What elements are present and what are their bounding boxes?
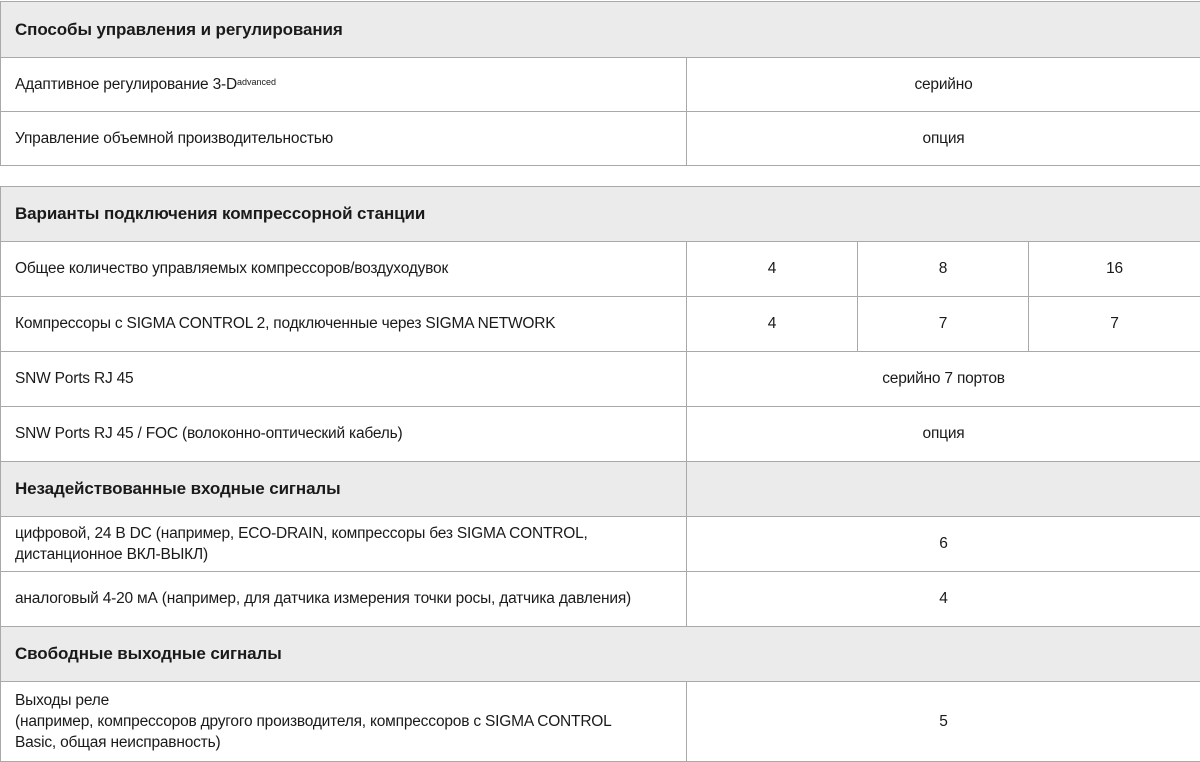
row-value: опция <box>687 407 1200 462</box>
table-row <box>1 242 1200 297</box>
row-label: SNW Ports RJ 45 / FOC (волоконно-оптический кабель) <box>1 407 687 462</box>
row-value: 8 <box>858 242 1029 297</box>
row-label-line: дистанционное ВКЛ-ВЫКЛ) <box>15 546 208 563</box>
table-row <box>1 682 1200 762</box>
row-value: 4 <box>687 297 858 352</box>
row-label: Общее количество управляемых компрессоров/воздуходувок <box>1 242 687 297</box>
section-title-connection-variants: Варианты подключения компрессорной станции <box>1 187 1200 242</box>
row-label-line: Basic, общая неисправность) <box>15 734 221 751</box>
table-row <box>1 352 1200 407</box>
section-title-free-outputs: Свободные выходные сигналы <box>1 627 1200 682</box>
table-row <box>1 58 1200 112</box>
row-label-line: Выходы реле <box>15 692 110 709</box>
row-label-text: Адаптивное регулирование 3-D <box>15 75 237 93</box>
row-label-superscript: advanced <box>236 76 276 87</box>
section-title-unused-inputs: Незадействованные входные сигналы <box>1 462 687 517</box>
row-value: 16 <box>1029 242 1200 297</box>
row-value: серийно 7 портов <box>687 352 1200 407</box>
table-row <box>1 572 1200 627</box>
table-row <box>1 112 1200 166</box>
row-value: 6 <box>687 517 1200 572</box>
table-row <box>1 297 1200 352</box>
empty-header-cell <box>687 462 1200 517</box>
section-title-control-methods: Способы управления и регулирования <box>1 2 1200 58</box>
control-methods-table <box>0 1 1200 166</box>
table-header-row <box>1 187 1200 242</box>
row-label <box>1 682 687 762</box>
table-row <box>1 517 1200 572</box>
row-label <box>1 517 687 572</box>
row-value: опция <box>687 112 1200 166</box>
row-label: Компрессоры с SIGMA CONTROL 2, подключенные через SIGMA NETWORK <box>1 297 687 352</box>
row-label <box>1 58 687 112</box>
row-value: 7 <box>858 297 1029 352</box>
row-label: SNW Ports RJ 45 <box>1 352 687 407</box>
row-value: 7 <box>1029 297 1200 352</box>
row-value: серийно <box>687 58 1200 112</box>
row-value: 4 <box>687 242 858 297</box>
row-label: аналоговый 4-20 мА (например, для датчика измерения точки росы, датчика давления) <box>1 572 687 627</box>
row-label: Управление объемной производительностью <box>1 112 687 166</box>
row-label-line: цифровой, 24 В DC (например, ECO-DRAIN, компрессоры без SIGMA CONTROL, <box>15 525 588 542</box>
table-row <box>1 407 1200 462</box>
station-connection-table <box>0 186 1200 762</box>
table-header-row <box>1 462 1200 517</box>
row-value: 5 <box>687 682 1200 762</box>
row-label-line: (например, компрессоров другого производителя, компрессоров с SIGMA CONTROL <box>15 713 612 730</box>
row-value: 4 <box>687 572 1200 627</box>
table-header-row <box>1 2 1200 58</box>
table-header-row <box>1 627 1200 682</box>
